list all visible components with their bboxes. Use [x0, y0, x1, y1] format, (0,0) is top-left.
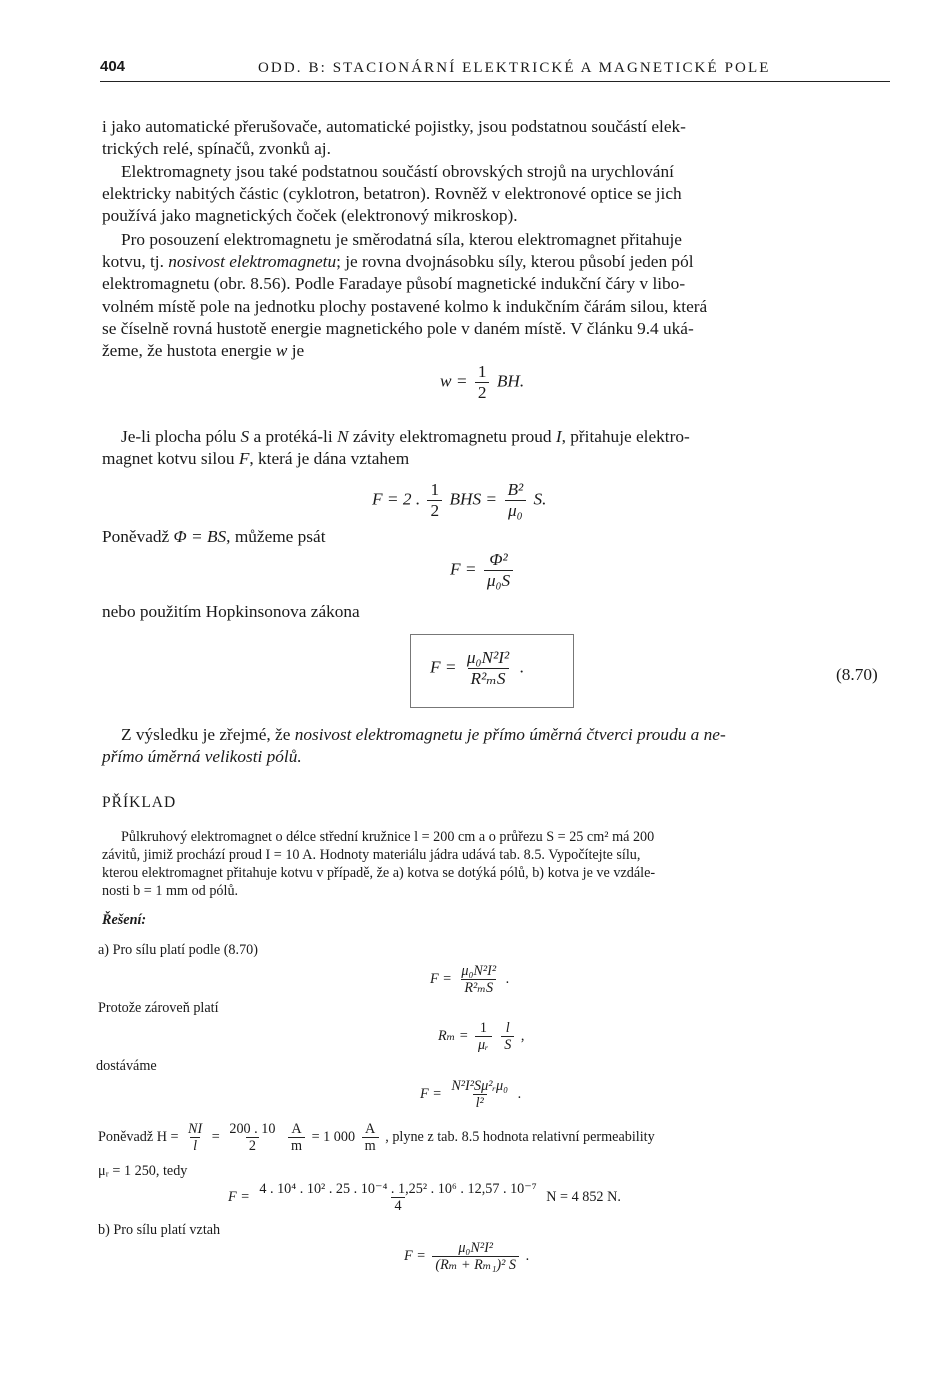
emphasis-text: nosivost elektromagnetu je přímo úměrná čtverci proudu a ne-: [294, 725, 726, 744]
text-span: magnet kotvu silou: [102, 449, 235, 468]
fraction-denominator: μᵣ: [475, 1036, 492, 1053]
fraction-numerator: 4 . 10⁴ . 10² . 25 . 10⁻⁴ . 1,25² . 10⁶ . 12,57 . 10⁻⁷: [259, 1181, 537, 1197]
example-line: Půlkruhový elektromagnet o délce střední kružnice l = 200 cm a o průřezu S = 25 cm² má 200: [121, 829, 655, 845]
variable: I: [555, 427, 562, 446]
fraction-denominator: m: [362, 1137, 379, 1154]
eq-right: N = 4 852 N.: [546, 1189, 621, 1206]
fraction-numerator: μ₀N²I²: [461, 963, 497, 979]
text-span: , která je dána vztahem: [249, 449, 410, 468]
equation-force-1: [372, 480, 546, 521]
text-line: Protože zároveň platí: [98, 1000, 219, 1016]
equation-step-a: [430, 963, 509, 997]
text-line: [102, 746, 302, 768]
text-line: volném místě pole na jednotku plochy postavené kolmo k indukčním čárám silou, která: [102, 297, 708, 316]
eq-right: BH.: [496, 371, 525, 391]
eq-left: F =: [404, 1248, 426, 1265]
fraction-numerator: A: [365, 1121, 376, 1137]
text-line: elektromagnetu (obr. 8.56). Podle Faradaye působí magnetické indukční čáry v libo-: [102, 274, 686, 293]
fraction-denominator: 4: [391, 1197, 404, 1214]
text-span: žeme, že hustota energie: [102, 341, 272, 360]
running-head: ODD. B: STACIONÁRNÍ ELEKTRICKÉ A MAGNETICKÉ POLE: [258, 60, 771, 76]
eq-right: .: [517, 1086, 522, 1103]
equation-reluctance: [438, 1020, 524, 1054]
fraction-denominator: m: [288, 1137, 305, 1154]
step-a-label: a) Pro sílu platí podle (8.70): [98, 942, 258, 958]
fraction: [464, 648, 512, 689]
eq-left: F =: [430, 971, 452, 988]
fraction-numerator: μ₀N²I²: [458, 1240, 494, 1256]
text-span: ; je rovna dvojnásobku síly, kterou působí jeden pól: [336, 252, 694, 271]
eq-mid: BHS =: [449, 489, 498, 509]
text-line: dostáváme: [96, 1058, 157, 1074]
example-line: závitů, jimiž prochází proud I = 10 A. Hodnoty materiálu jádra udává tab. 8.5. Vypočítejte sílu,: [102, 847, 641, 863]
text-span: závity elektromagnetu proud: [352, 427, 552, 446]
field-strength-line: [98, 1121, 655, 1155]
text-line: [102, 526, 326, 548]
eq-right: S.: [533, 489, 547, 509]
variable: w: [275, 341, 288, 360]
fraction: [458, 963, 499, 997]
eq-left: F =: [228, 1189, 250, 1206]
fraction: [288, 1121, 305, 1155]
step-b-label: b) Pro sílu platí vztah: [98, 1222, 221, 1238]
text-span: Poněvadž: [102, 527, 170, 546]
eq-left: F = 2 .: [372, 489, 421, 509]
eq-left: F =: [430, 657, 457, 677]
text-span: Poněvadž H =: [98, 1129, 179, 1146]
fraction-numerator: B²: [507, 480, 524, 499]
header-rule: [100, 81, 890, 82]
fraction-denominator: R²ₘS: [468, 668, 509, 689]
text-line: elektricky nabitých částic (cyklotron, betatron). Rovněž v elektronové optice se jich: [102, 184, 682, 203]
fraction-denominator: (Rₘ + Rₘ₁)² S: [432, 1256, 519, 1273]
text-line: μᵣ = 1 250, tedy: [98, 1163, 188, 1179]
text-line: [102, 251, 694, 273]
text-line: [102, 340, 304, 362]
fraction-numerator: 1: [479, 1020, 487, 1036]
fraction: [448, 1078, 511, 1112]
text-line: nebo použitím Hopkinsonova zákona: [102, 602, 360, 621]
text-span: a protéká-li: [253, 427, 333, 446]
equation-number: (8.70): [836, 665, 878, 684]
text-line: trických relé, spínačů, zvonků aj.: [102, 139, 331, 158]
text-line: používá jako magnetických čoček (elektronový mikroskop).: [102, 206, 518, 225]
text-line: [102, 448, 409, 470]
variable: N: [336, 427, 349, 446]
text-span: kotvu, tj.: [102, 252, 164, 271]
fraction-denominator: l²: [473, 1094, 487, 1111]
variable: S: [240, 427, 250, 446]
eq-left: F =: [450, 559, 477, 579]
eq-right: .: [519, 657, 524, 677]
eq-left: Rₘ =: [438, 1028, 469, 1045]
text-line: se číselně rovná hustotě energie magnetického pole v daném místě. V článku 9.4 uká-: [102, 319, 694, 338]
eq-right: ,: [520, 1028, 525, 1045]
example-line: kterou elektromagnet přitahuje kotvu v případě, že a) kotva se dotýká pólů, b) kotva je ve vzdále-: [102, 865, 656, 881]
fraction-numerator: l: [505, 1020, 510, 1036]
fraction-numerator: 1: [477, 362, 487, 381]
fraction-denominator: μ₀: [505, 500, 526, 521]
fraction-numerator: 1: [430, 480, 440, 499]
fraction: [504, 480, 526, 521]
equation-step-c: [404, 1240, 529, 1274]
page-number: 404: [100, 58, 126, 75]
equation-calculation: [228, 1181, 621, 1215]
fraction-denominator: l: [190, 1137, 200, 1154]
example-heading: PŘÍKLAD: [102, 794, 177, 811]
eq-right: .: [525, 1248, 530, 1265]
inline-formula: Φ = BS: [173, 527, 227, 546]
fraction-denominator: 2: [475, 382, 490, 403]
equation-force-3: [430, 648, 524, 689]
fraction-numerator: Φ²: [489, 550, 508, 569]
example-line: nosti b = 1 mm od pólů.: [102, 883, 239, 899]
fraction: [484, 550, 513, 591]
eq-left: w =: [440, 371, 468, 391]
text-span: , můžeme psát: [226, 527, 326, 546]
eq-left: F =: [420, 1086, 442, 1103]
fraction: [475, 1020, 492, 1054]
fraction: [432, 1240, 519, 1274]
text-line: [121, 724, 726, 746]
variable: F: [238, 449, 250, 468]
emphasis-text: přímo úměrná velikosti pólů.: [102, 747, 302, 766]
text-span: Z výsledku je zřejmé, že: [121, 725, 291, 744]
fraction-numerator: μ₀N²I²: [466, 648, 510, 667]
solution-label: Řešení:: [102, 912, 147, 928]
fraction-numerator: A: [291, 1121, 302, 1137]
equation-force-2: [450, 550, 516, 591]
text-span: Je-li plocha pólu: [121, 427, 237, 446]
text-line: [121, 426, 690, 448]
fraction-denominator: 2: [427, 500, 442, 521]
eq-sign: =: [211, 1129, 220, 1146]
fraction-numerator: NI: [188, 1121, 203, 1137]
fraction-numerator: 200 . 10: [229, 1121, 276, 1137]
fraction-denominator: 2: [246, 1137, 259, 1154]
fraction: [256, 1181, 539, 1215]
fraction: [362, 1121, 379, 1155]
equation-step-b: [420, 1078, 521, 1112]
emphasis-term: nosivost elektromagnetu: [168, 252, 337, 271]
fraction-denominator: R²ₘS: [461, 979, 496, 996]
fraction-numerator: N²I²Sμ²ᵣμ₀: [451, 1078, 509, 1094]
fraction: [501, 1020, 514, 1054]
text-line: Pro posouzení elektromagnetu je směrodatná síla, kterou elektromagnet přitahuje: [121, 230, 682, 249]
text-line: i jako automatické přerušovače, automatické pojistky, jsou podstatnou součástí elek-: [102, 117, 686, 136]
eq-sign: = 1 000: [311, 1129, 356, 1146]
equation-energy-density: [440, 362, 524, 403]
fraction: [427, 480, 442, 521]
text-line: Elektromagnety jsou také podstatnou součástí obrovských strojů na urychlování: [121, 162, 674, 181]
eq-right: .: [505, 971, 510, 988]
text-span: je: [291, 341, 305, 360]
fraction: [226, 1121, 278, 1155]
fraction-denominator: μ₀S: [484, 570, 513, 591]
fraction-denominator: S: [501, 1036, 514, 1053]
text-span: , přitahuje elektro-: [561, 427, 690, 446]
fraction: [475, 362, 490, 403]
text-span: , plyne z tab. 8.5 hodnota relativní permeability: [385, 1129, 655, 1146]
fraction: [185, 1121, 205, 1155]
